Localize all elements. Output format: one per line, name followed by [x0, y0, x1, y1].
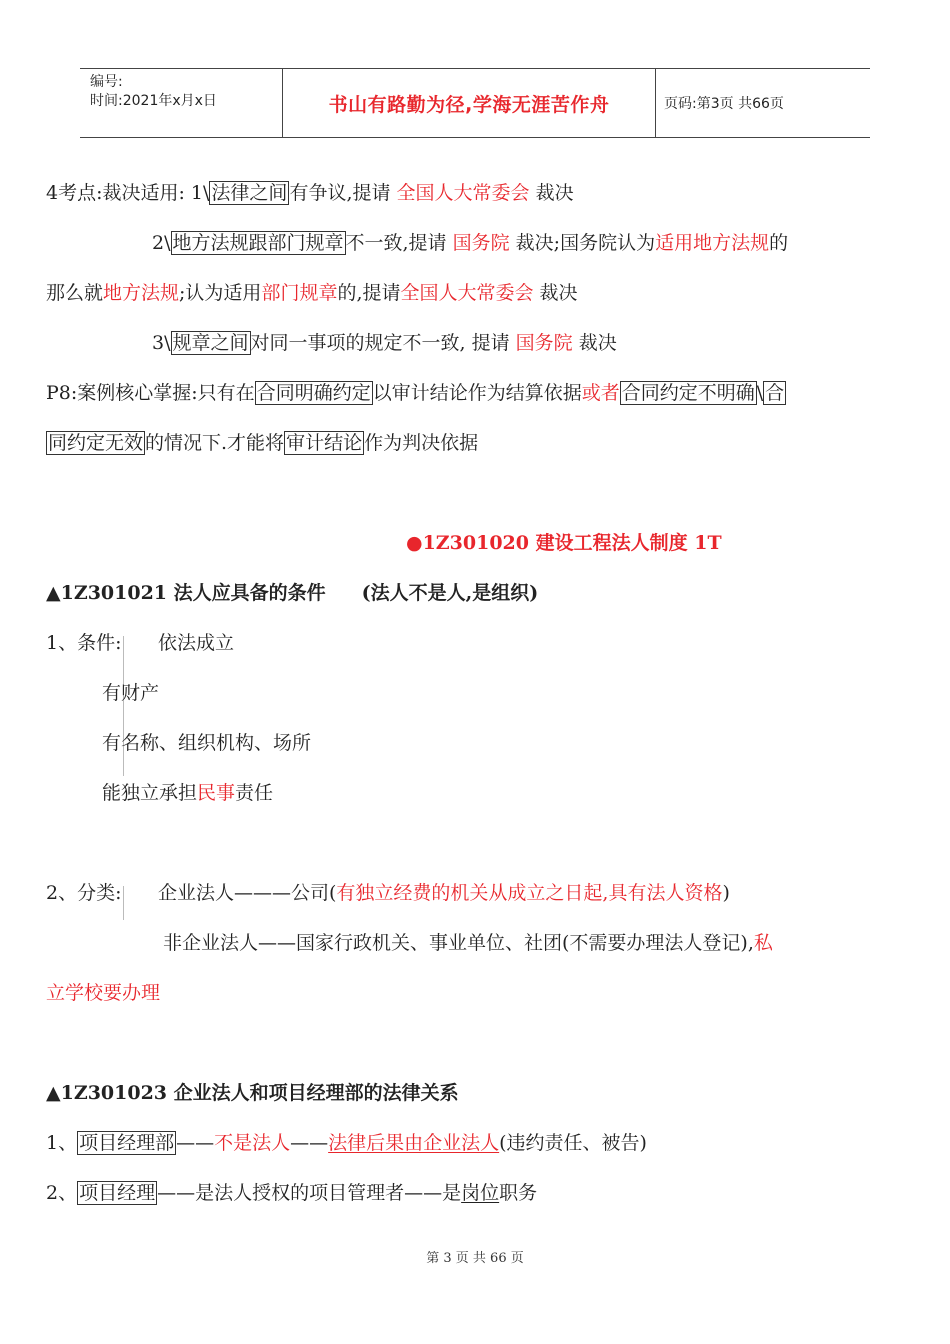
header-page-cell [654, 69, 870, 137]
s4-line-3 [46, 280, 578, 306]
text: 职务 [499, 1182, 538, 1204]
text: 裁决 [572, 332, 617, 354]
boxed-term: 规章之间 [172, 332, 249, 354]
heading-title: ▲1Z301021 法人应具备的条件 [46, 582, 326, 604]
boxed-term: 项目经理 [79, 1182, 156, 1204]
red-term: 全国人大常委会 [396, 182, 530, 204]
condition-item: 有名称、组织机构、场所 [102, 732, 312, 754]
text: 的 [769, 232, 789, 254]
relation-line-1 [46, 1130, 647, 1156]
section-heading-1z301023: ▲1Z301023 企业法人和项目经理部的法律关系 [46, 1082, 459, 1104]
text: 2、 [46, 1182, 78, 1204]
s4-line-4 [152, 330, 617, 356]
text: 责任 [235, 782, 274, 804]
text: 作为判决依据 [364, 432, 479, 454]
relation-line-2 [46, 1180, 537, 1206]
classification-line-2 [163, 930, 773, 956]
page-code: 页码:第3页 共66页 [664, 96, 784, 112]
text: 裁决 [533, 282, 578, 304]
boxed-term: 合同明确约定 [256, 382, 371, 404]
number-label: 编号: [90, 74, 123, 90]
red-term: 适用地方法规 [655, 232, 770, 254]
s4-line-2 [152, 230, 788, 256]
text: 1、 [46, 1132, 78, 1154]
heading-note: (法人不是人,是组织) [361, 582, 539, 604]
boxed-term: 同约定无效 [48, 432, 144, 454]
text: 以审计结论作为结算依据 [372, 382, 582, 404]
text: 的,提请 [337, 282, 401, 304]
header-info-cell [80, 69, 282, 137]
boxed-term: 法律之间 [211, 182, 288, 204]
boxed-term: 审计结论 [286, 432, 363, 454]
red-underlined-term: 法律后果由企业法人 [328, 1132, 500, 1154]
red-term: 或者 [581, 382, 620, 404]
p8-line-1 [46, 380, 786, 406]
boxed-term: 地方法规跟部门规章 [172, 232, 344, 254]
time-label: 时间:2021年x月x日 [90, 93, 217, 109]
text: ——是法人授权的项目管理者——是 [157, 1182, 462, 1204]
text: 裁决;国务院认为 [509, 232, 656, 254]
text: 的情况下.才能将 [145, 432, 285, 454]
classification-line-1 [158, 880, 730, 906]
red-term: 有独立经费的机关从成立之日起,具有法人资格 [336, 882, 723, 904]
boxed-term: 项目经理部 [79, 1132, 175, 1154]
text: —— [176, 1132, 215, 1154]
text: \ [756, 382, 764, 404]
red-term: 国务院 [452, 232, 510, 254]
text: 3\ [152, 332, 171, 354]
text: —— [290, 1132, 329, 1154]
page-footer: 第 3 页 共 66 页 [426, 1251, 524, 1266]
condition-item: 依法成立 [158, 632, 235, 654]
condition-item: 有财产 [102, 682, 160, 704]
red-term: 私 [753, 932, 773, 954]
page-header [80, 68, 870, 138]
section-heading-1z301020: ●1Z301020 建设工程法人制度 1T [406, 532, 722, 554]
s4-line-1 [46, 180, 574, 206]
text: 那么就 [46, 282, 104, 304]
classification-line-3: 立学校要办理 [46, 982, 161, 1004]
text: 4考点:裁决适用: 1\ [46, 182, 210, 204]
text: ) [722, 882, 730, 904]
red-term: 地方法规 [103, 282, 180, 304]
text: 非企业法人——国家行政机关、事业单位、社团(不需要办理法人登记), [163, 932, 754, 954]
classification-label: 2、分类: [46, 882, 122, 904]
red-term: 部门规章 [261, 282, 338, 304]
text: 裁决 [529, 182, 574, 204]
red-term: 全国人大常委会 [400, 282, 534, 304]
p8-line-2 [46, 430, 478, 456]
header-motto-cell [282, 69, 656, 137]
text: 对同一事项的规定不一致, 提请 [250, 332, 516, 354]
red-term: 国务院 [515, 332, 573, 354]
conditions-label: 1、条件: [46, 632, 122, 654]
red-term: 不是法人 [214, 1132, 291, 1154]
boxed-term: 合 [765, 382, 785, 404]
text: 企业法人———公司( [158, 882, 337, 904]
text: P8:案例核心掌握:只有在 [46, 382, 255, 404]
text: 不一致,提请 [345, 232, 453, 254]
brace-divider [123, 886, 130, 920]
condition-item [102, 780, 273, 806]
red-term: 民事 [197, 782, 236, 804]
text: 2\ [152, 232, 171, 254]
underlined-term: 岗位 [461, 1182, 500, 1204]
text: (违约责任、被告) [499, 1132, 647, 1154]
text: 能独立承担 [102, 782, 198, 804]
section-heading-1z301021 [46, 580, 538, 606]
boxed-term: 合同约定不明确 [621, 382, 755, 404]
text: ;认为适用 [179, 282, 262, 304]
motto: 书山有路勤为径,学海无涯苦作舟 [328, 93, 610, 116]
text: 有争议,提请 [289, 182, 397, 204]
